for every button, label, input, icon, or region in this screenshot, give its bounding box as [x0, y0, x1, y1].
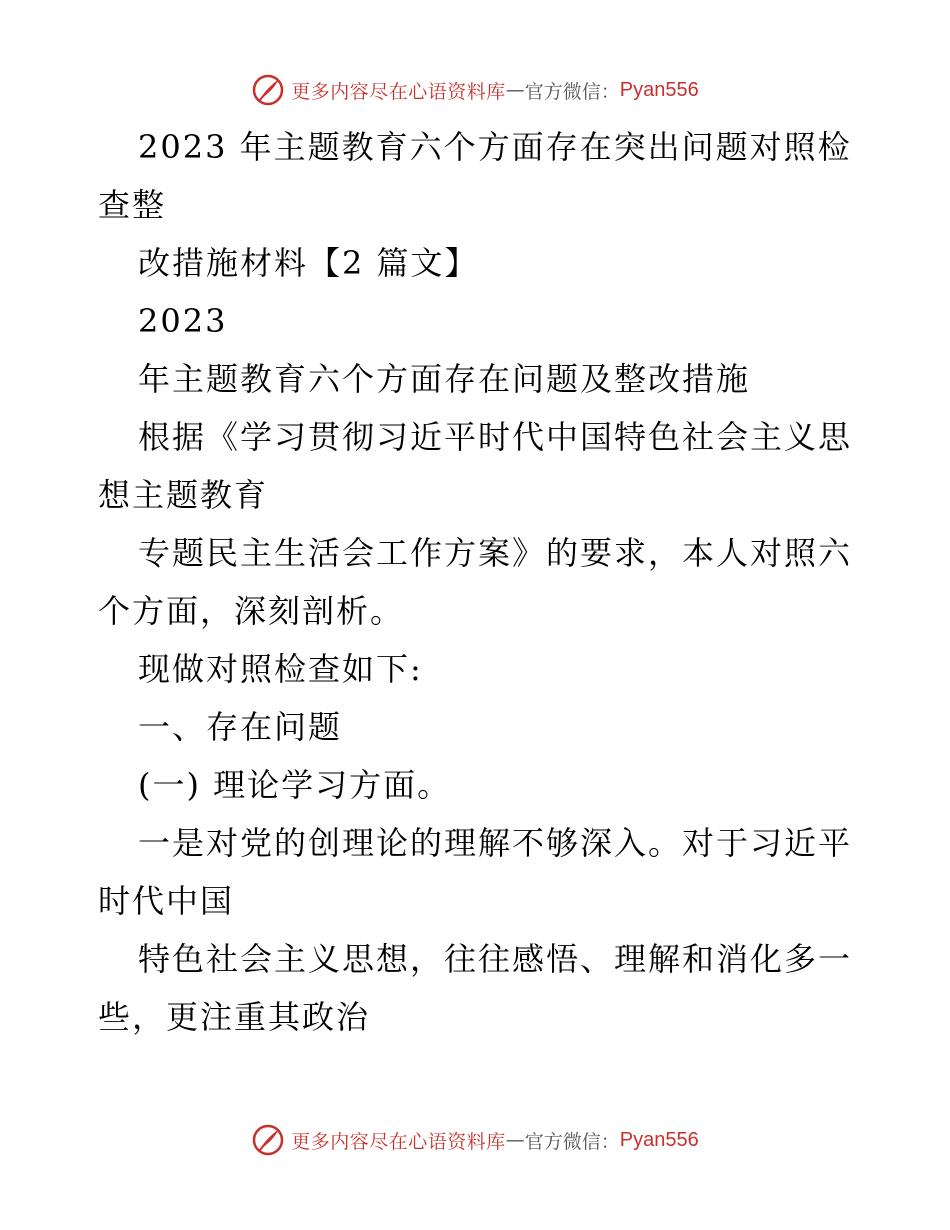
banner-wechat-id: Pyan556 — [619, 1128, 699, 1151]
text-line: 些，更注重其政治 — [98, 998, 371, 1036]
text-line: 改措施材料【2 篇文】 — [138, 244, 479, 282]
text-line: 查整 — [98, 186, 167, 224]
text-line: 特色社会主义思想，往往感悟、理解和消化多一 — [138, 940, 853, 978]
text-line: 根据《学习贯彻习近平时代中国特色社会主义思 — [138, 418, 853, 456]
text-line: 想主题教育 — [98, 476, 269, 514]
banner-wechat-label: 官方微信： — [524, 1130, 620, 1153]
text-line: 时代中国 — [98, 882, 235, 920]
text-line: 现做对照检查如下: — [138, 650, 423, 688]
text-line: 2023 — [138, 302, 228, 340]
banner-text: 更多内容尽在心语资料库 — [291, 1130, 506, 1153]
text-line: 2023 年主题教育六个方面存在突出问题对照检 — [138, 128, 852, 166]
text-line: 一是对党的创理论的理解不够深入。对于习近平 — [138, 824, 853, 862]
banner-separator: — — [505, 1129, 525, 1151]
banner-separator: — — [505, 79, 525, 101]
banner-text: 更多内容尽在心语资料库 — [291, 80, 506, 103]
feather-quill-icon — [251, 1123, 285, 1157]
banner-wechat-id: Pyan556 — [619, 78, 699, 101]
text-line: 一、存在问题 — [138, 708, 343, 746]
document-body — [98, 118, 858, 1046]
text-line: 专题民主生活会工作方案》的要求，本人对照六 — [138, 534, 853, 572]
banner-wechat-label: 官方微信： — [524, 80, 620, 103]
header-banner — [0, 70, 950, 110]
text-line: 年主题教育六个方面存在问题及整改措施 — [138, 360, 751, 398]
feather-quill-icon — [251, 73, 285, 107]
text-line: 个方面，深刻剖析。 — [98, 592, 405, 630]
footer-banner — [0, 1120, 950, 1160]
text-line: (一) 理论学习方面。 — [138, 766, 452, 804]
